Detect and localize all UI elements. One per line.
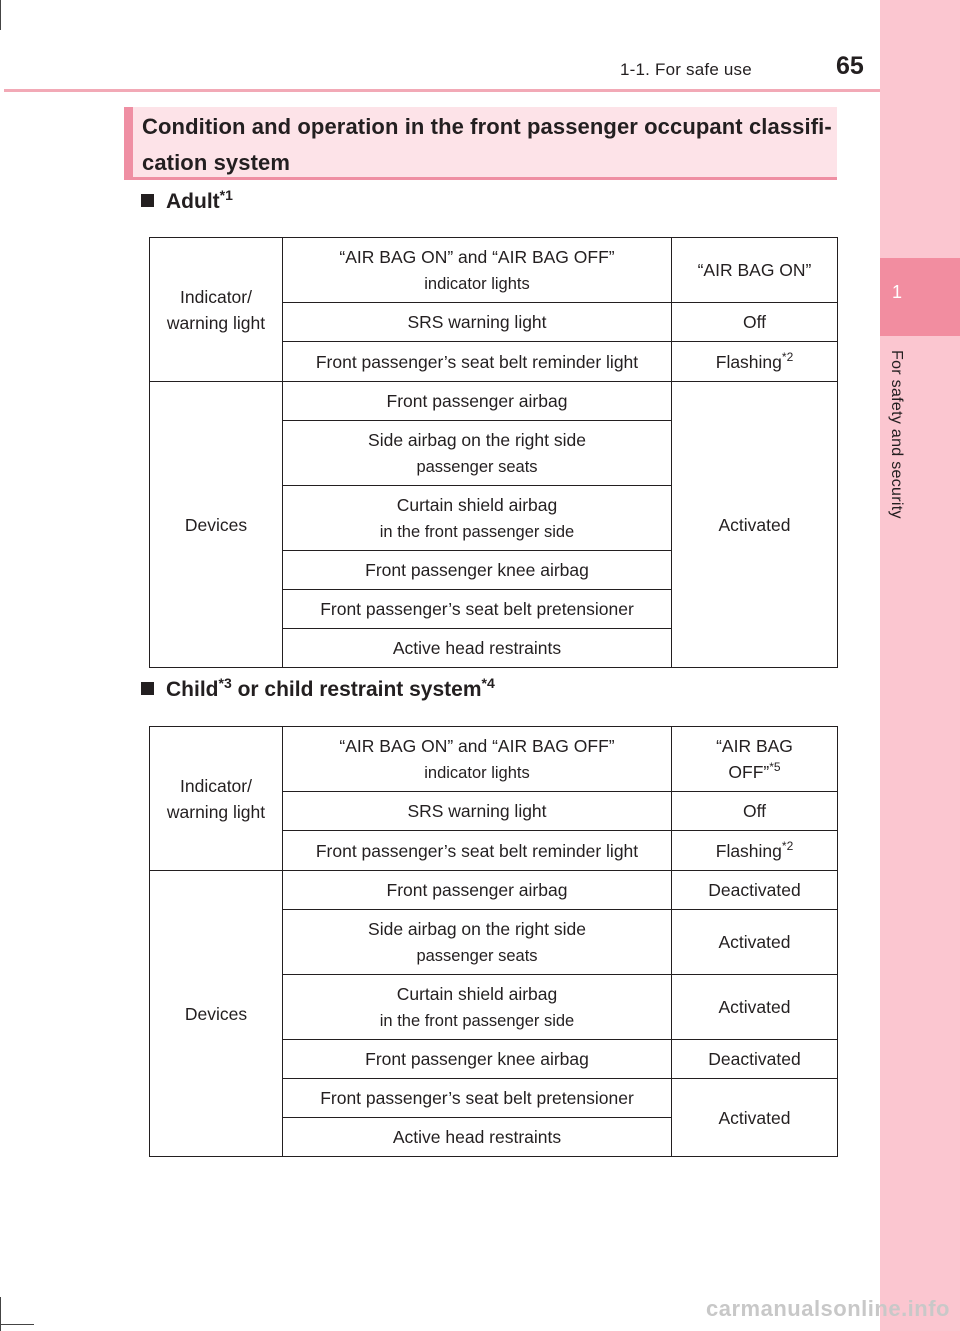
table-row (150, 238, 838, 303)
side-tab (880, 0, 960, 1331)
square-bullet-icon (141, 194, 154, 207)
section-label: 1-1. For safe use (620, 60, 752, 79)
status-cell: Activated (672, 975, 838, 1040)
table-cell: Side airbag on the right side passenger seats (283, 910, 672, 975)
watermark: carmanualsonline.info (706, 1296, 950, 1321)
status-cell: Off (672, 792, 838, 831)
status-cell: Deactivated (672, 871, 838, 910)
table-cell: Front passenger’s seat belt reminder light (283, 831, 672, 871)
square-bullet-icon (141, 682, 154, 695)
crop-mark (0, 1297, 1, 1331)
footnote-ref: *4 (481, 675, 495, 691)
table-cell: Front passenger airbag (283, 382, 672, 421)
chapter-title: For safety and security (888, 350, 905, 519)
status-cell: Activated (672, 910, 838, 975)
status-cell: Activated (672, 382, 838, 668)
devices-label: Devices (150, 382, 283, 668)
table-cell: “AIR BAG ON” and “AIR BAG OFF” indicator lights (283, 727, 672, 792)
status-cell: “AIR BAG ON” (672, 238, 838, 303)
table-cell: Front passenger airbag (283, 871, 672, 910)
banner-title: Condition and operation in the front passenger occupant classifi-cation system (142, 114, 832, 175)
child-table (149, 726, 838, 1157)
child-heading: Child$^{*3}$ or child restraint system$^{*4}$ (141, 678, 495, 702)
table-row (150, 871, 838, 910)
devices-label: Devices (150, 871, 283, 1157)
chapter-tab[interactable] (880, 258, 960, 336)
table-cell: Front passenger knee airbag (283, 551, 672, 590)
table-cell: Curtain shield airbag in the front passenger side (283, 486, 672, 551)
page-number: 65 (836, 52, 864, 80)
crop-mark (0, 1324, 34, 1325)
indicator-label: Indicator/ warning light (150, 238, 283, 382)
status-cell: “AIR BAG OFF”$^{*5}$ (672, 727, 838, 792)
footnote-ref: *1 (219, 187, 233, 203)
table-cell: Front passenger’s seat belt reminder light (283, 342, 672, 382)
table-cell: Front passenger knee airbag (283, 1040, 672, 1079)
table-cell: Active head restraints (283, 1118, 672, 1157)
crop-mark (0, 0, 1, 30)
table-cell: Curtain shield airbag in the front passenger side (283, 975, 672, 1040)
chapter-number: 1 (892, 282, 903, 302)
status-cell: Flashing$^{*2}$ (672, 342, 838, 382)
status-cell: Deactivated (672, 1040, 838, 1079)
indicator-label: Indicator/ warning light (150, 727, 283, 871)
table-cell: Front passenger’s seat belt pretensioner (283, 590, 672, 629)
section-banner (124, 107, 837, 180)
adult-table (149, 237, 838, 668)
table-row (150, 727, 838, 792)
table-row (150, 382, 838, 421)
footnote-ref: *3 (218, 675, 232, 691)
table-cell: Front passenger’s seat belt pretensioner (283, 1079, 672, 1118)
header-rule (4, 89, 880, 92)
table-cell: SRS warning light (283, 303, 672, 342)
adult-heading: Adult$^{*1}$ (141, 190, 233, 214)
table-cell: “AIR BAG ON” and “AIR BAG OFF” indicator lights (283, 238, 672, 303)
status-cell: Activated (672, 1079, 838, 1157)
table-cell: SRS warning light (283, 792, 672, 831)
status-cell: Flashing$^{*2}$ (672, 831, 838, 871)
status-cell: Off (672, 303, 838, 342)
table-cell: Side airbag on the right side passenger seats (283, 421, 672, 486)
table-cell: Active head restraints (283, 629, 672, 668)
